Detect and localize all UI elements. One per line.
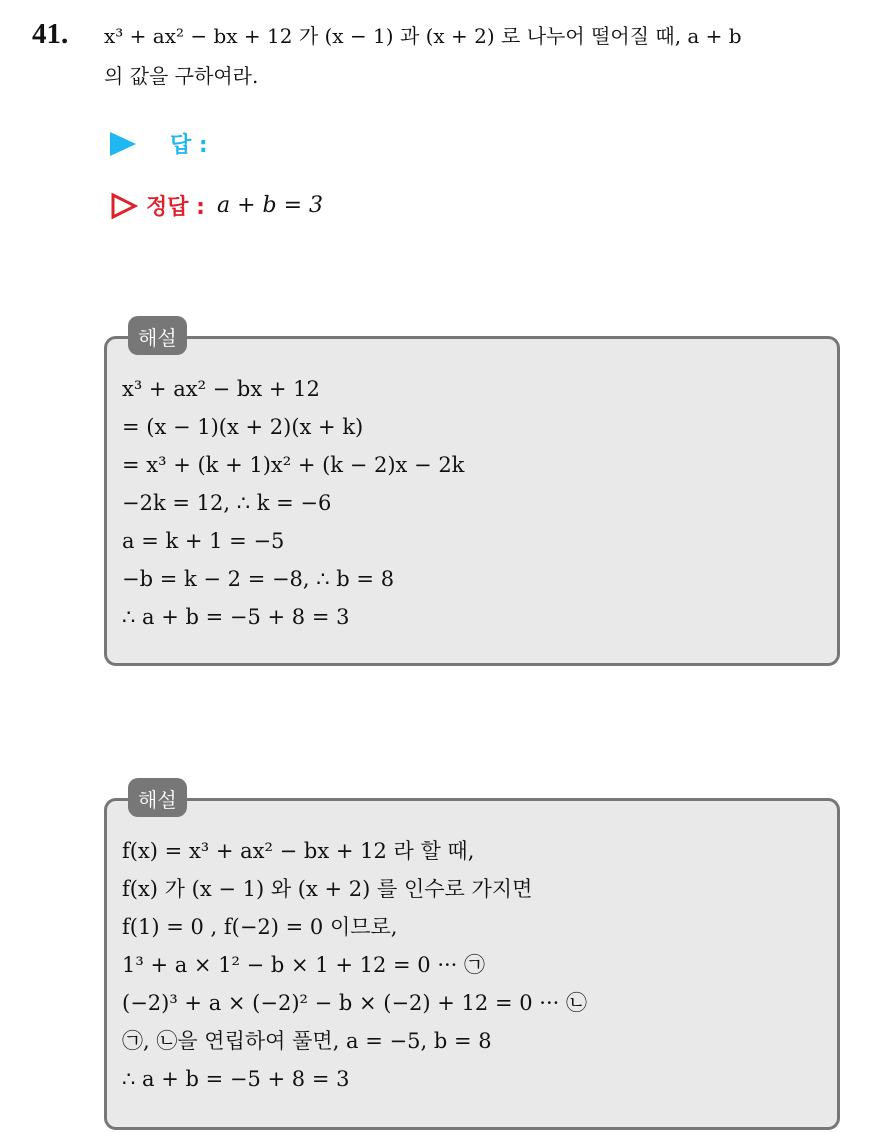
answer-blank-row	[110, 128, 208, 159]
solution-line: ㉠, ㉡을 연립하여 풀면, a = −5, b = 8	[122, 1029, 492, 1053]
solution-line: = (x − 1)(x + 2)(x + k)	[122, 415, 364, 439]
solution-line: −b = k − 2 = −8, ∴ b = 8	[122, 567, 395, 591]
solution-lines	[122, 832, 587, 1098]
answer-key-row	[110, 190, 323, 221]
solution-line: ∴ a + b = −5 + 8 = 3	[122, 605, 350, 629]
solution-line: −2k = 12, ∴ k = −6	[122, 491, 332, 515]
question-number: 41.	[32, 18, 69, 50]
solution-line: = x³ + (k + 1)x² + (k − 2)x − 2k	[122, 453, 465, 477]
solution-line: x³ + ax² − bx + 12	[122, 377, 320, 401]
solution-tag: 해설	[128, 316, 187, 355]
solution-line: f(x) 가 (x − 1) 와 (x + 2) 를 인수로 가지면	[122, 877, 533, 901]
solution-line: (−2)³ + a × (−2)² − b × (−2) + 12 = 0 ··· ㉡	[122, 991, 587, 1015]
question-text-line2: 의 값을 구하여라.	[104, 64, 259, 88]
question-text-line1: x³ + ax² − bx + 12 가 (x − 1) 과 (x + 2) 로 나누어 떨어질 때, a + b	[104, 24, 742, 48]
correct-answer-value: a + b = 3	[216, 193, 324, 218]
solution-tag: 해설	[128, 778, 187, 817]
solution-line: 1³ + a × 1² − b × 1 + 12 = 0 ··· ㉠	[122, 953, 486, 977]
solution-lines	[122, 370, 464, 636]
correct-answer-label: 정답 :	[146, 195, 205, 220]
solution-line: f(x) = x³ + ax² − bx + 12 라 할 때,	[122, 839, 475, 863]
solution-line: a = k + 1 = −5	[122, 529, 285, 553]
solution-line: ∴ a + b = −5 + 8 = 3	[122, 1067, 350, 1091]
outline-triangle-icon	[110, 193, 138, 219]
play-triangle-icon	[110, 132, 136, 156]
solution-line: f(1) = 0 , f(−2) = 0 이므로,	[122, 915, 398, 939]
answer-label: 답 :	[170, 133, 208, 158]
